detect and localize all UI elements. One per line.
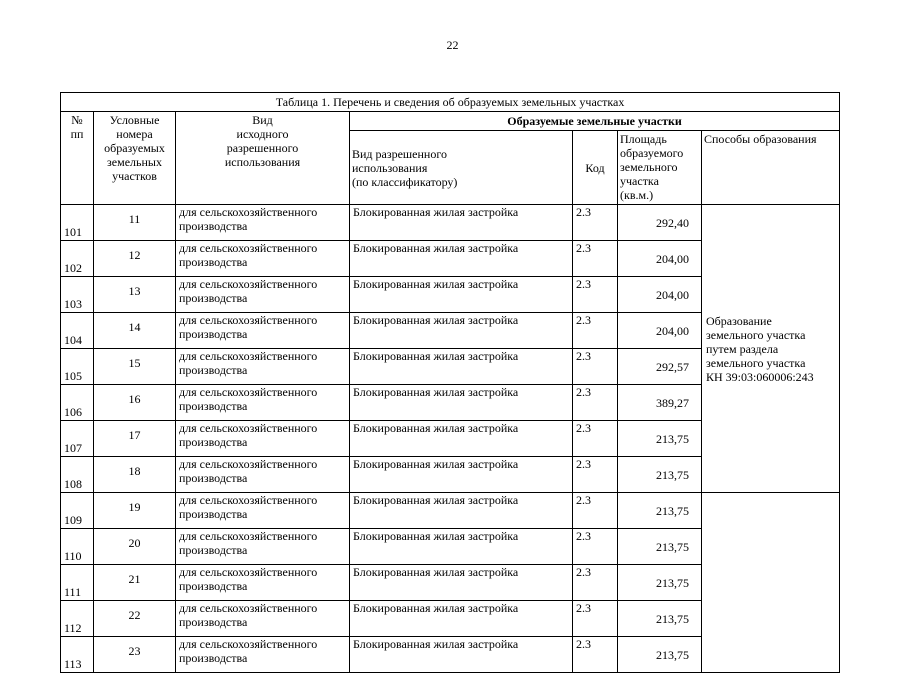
row-number-cell: 101 <box>61 205 94 241</box>
original-use-cell <box>176 205 350 241</box>
conditional-number-cell: 15 <box>94 349 176 385</box>
code-cell: 2.3 <box>573 421 618 457</box>
header-line: образуемого <box>620 146 684 160</box>
permitted-use-cell: Блокированная жилая застройка <box>350 529 573 565</box>
header-line: Вид <box>252 113 273 127</box>
row-number-cell: 102 <box>61 241 94 277</box>
row-number-cell: 103 <box>61 277 94 313</box>
formation-method-line: КН 39:03:060006:243 <box>706 369 814 384</box>
area-cell: 213,75 <box>618 601 702 637</box>
header-line: земельных <box>107 155 162 169</box>
conditional-number-cell: 14 <box>94 313 176 349</box>
header-line: исходного <box>236 127 289 141</box>
permitted-use-cell: Блокированная жилая застройка <box>350 565 573 601</box>
original-use-line: производства <box>179 435 248 449</box>
conditional-number-cell: 12 <box>94 241 176 277</box>
area-cell: 213,75 <box>618 421 702 457</box>
formation-method-line: земельного участка <box>706 327 806 342</box>
permitted-use-cell: Блокированная жилая застройка <box>350 313 573 349</box>
conditional-number-cell: 22 <box>94 601 176 637</box>
header-line: образуемых <box>104 141 165 155</box>
row-number-cell: 108 <box>61 457 94 493</box>
original-use-cell <box>176 493 350 529</box>
original-use-line: для сельскохозяйственного <box>179 493 318 507</box>
header-line: номера <box>116 127 153 141</box>
code-cell: 2.3 <box>573 457 618 493</box>
land-plots-table <box>60 92 840 673</box>
original-use-cell <box>176 313 350 349</box>
conditional-number-cell: 20 <box>94 529 176 565</box>
row-number-cell: 106 <box>61 385 94 421</box>
header-conditional-numbers <box>94 112 176 205</box>
row-number-cell: 113 <box>61 637 94 673</box>
code-cell: 2.3 <box>573 637 618 673</box>
permitted-use-cell: Блокированная жилая застройка <box>350 241 573 277</box>
header-line: земельного <box>620 160 678 174</box>
original-use-line: для сельскохозяйственного <box>179 277 318 291</box>
permitted-use-cell: Блокированная жилая застройка <box>350 493 573 529</box>
conditional-number-cell: 18 <box>94 457 176 493</box>
header-line: использования <box>352 161 428 175</box>
original-use-cell <box>176 277 350 313</box>
page-number: 22 <box>446 38 459 52</box>
original-use-line: производства <box>179 543 248 557</box>
formation-method-line: Образование <box>706 313 772 328</box>
permitted-use-cell: Блокированная жилая застройка <box>350 457 573 493</box>
table-caption: Таблица 1. Перечень и сведения об образуемых земельных участках <box>61 93 840 112</box>
original-use-line: производства <box>179 363 248 377</box>
code-cell: 2.3 <box>573 349 618 385</box>
permitted-use-cell: Блокированная жилая застройка <box>350 421 573 457</box>
row-number-cell: 104 <box>61 313 94 349</box>
area-cell: 213,75 <box>618 457 702 493</box>
header-line: Условные <box>109 113 160 127</box>
conditional-number-cell: 13 <box>94 277 176 313</box>
original-use-line: производства <box>179 615 248 629</box>
area-cell: 204,00 <box>618 313 702 349</box>
original-use-line: для сельскохозяйственного <box>179 601 318 615</box>
original-use-cell <box>176 565 350 601</box>
permitted-use-cell: Блокированная жилая застройка <box>350 205 573 241</box>
original-use-cell <box>176 241 350 277</box>
permitted-use-cell: Блокированная жилая застройка <box>350 277 573 313</box>
original-use-line: производства <box>179 579 248 593</box>
original-use-cell <box>176 601 350 637</box>
original-use-line: для сельскохозяйственного <box>179 421 318 435</box>
original-use-line: для сельскохозяйственного <box>179 313 318 327</box>
code-cell: 2.3 <box>573 565 618 601</box>
formation-method-line: путем раздела <box>706 341 779 356</box>
permitted-use-cell: Блокированная жилая застройка <box>350 349 573 385</box>
code-cell: 2.3 <box>573 241 618 277</box>
code-cell: 2.3 <box>573 205 618 241</box>
original-use-line: для сельскохозяйственного <box>179 565 318 579</box>
header-number-line: № <box>71 113 83 127</box>
original-use-cell <box>176 529 350 565</box>
header-line: участков <box>112 169 157 183</box>
original-use-line: производства <box>179 291 248 305</box>
header-original-use <box>176 112 350 205</box>
original-use-cell <box>176 385 350 421</box>
original-use-cell <box>176 349 350 385</box>
original-use-line: для сельскохозяйственного <box>179 385 318 399</box>
table-row <box>61 205 840 241</box>
header-line: (по классификатору) <box>352 175 458 189</box>
area-cell: 213,75 <box>618 529 702 565</box>
header-area <box>618 131 702 205</box>
code-cell: 2.3 <box>573 385 618 421</box>
original-use-line: производства <box>179 219 248 233</box>
original-use-line: производства <box>179 255 248 269</box>
original-use-cell <box>176 421 350 457</box>
original-use-line: для сельскохозяйственного <box>179 349 318 363</box>
conditional-number-cell: 23 <box>94 637 176 673</box>
code-cell: 2.3 <box>573 313 618 349</box>
conditional-number-cell: 11 <box>94 205 176 241</box>
area-cell: 213,75 <box>618 565 702 601</box>
area-cell: 204,00 <box>618 277 702 313</box>
original-use-cell <box>176 637 350 673</box>
original-use-line: производства <box>179 327 248 341</box>
formation-method-line: земельного участка <box>706 355 806 370</box>
original-use-line: производства <box>179 399 248 413</box>
header-line: использования <box>224 155 301 169</box>
header-number-line: пп <box>70 127 84 141</box>
original-use-cell <box>176 457 350 493</box>
empty-method-cell <box>702 493 840 673</box>
permitted-use-cell: Блокированная жилая застройка <box>350 385 573 421</box>
area-cell: 213,75 <box>618 637 702 673</box>
area-cell: 292,57 <box>618 349 702 385</box>
header-permitted-use <box>350 131 573 205</box>
header-line: участка <box>620 174 659 188</box>
formation-method-cell <box>702 205 840 493</box>
header-line: (кв.м.) <box>620 188 654 202</box>
header-line: Площадь <box>620 132 667 146</box>
permitted-use-cell: Блокированная жилая застройка <box>350 601 573 637</box>
header-line: Вид разрешенного <box>352 147 447 161</box>
area-cell: 213,75 <box>618 493 702 529</box>
code-cell: 2.3 <box>573 529 618 565</box>
header-number <box>61 112 94 205</box>
header-group-title: Образуемые земельные участки <box>350 112 840 131</box>
original-use-line: производства <box>179 471 248 485</box>
original-use-line: для сельскохозяйственного <box>179 241 318 255</box>
conditional-number-cell: 21 <box>94 565 176 601</box>
code-cell: 2.3 <box>573 601 618 637</box>
code-cell: 2.3 <box>573 493 618 529</box>
header-line: разрешенного <box>226 141 299 155</box>
header-code: Код <box>573 131 618 205</box>
original-use-line: для сельскохозяйственного <box>179 205 318 219</box>
conditional-number-cell: 17 <box>94 421 176 457</box>
row-number-cell: 112 <box>61 601 94 637</box>
row-number-cell: 109 <box>61 493 94 529</box>
original-use-line: для сельскохозяйственного <box>179 529 318 543</box>
conditional-number-cell: 16 <box>94 385 176 421</box>
row-number-cell: 107 <box>61 421 94 457</box>
area-cell: 389,27 <box>618 385 702 421</box>
original-use-line: для сельскохозяйственного <box>179 637 318 651</box>
area-cell: 292,40 <box>618 205 702 241</box>
original-use-line: производства <box>179 507 248 521</box>
row-number-cell: 105 <box>61 349 94 385</box>
original-use-line: производства <box>179 651 248 665</box>
original-use-line: для сельскохозяйственного <box>179 457 318 471</box>
conditional-number-cell: 19 <box>94 493 176 529</box>
permitted-use-cell: Блокированная жилая застройка <box>350 637 573 673</box>
code-cell: 2.3 <box>573 277 618 313</box>
header-method: Способы образования <box>702 131 840 205</box>
row-number-cell: 110 <box>61 529 94 565</box>
row-number-cell: 111 <box>61 565 94 601</box>
table-row <box>61 493 840 529</box>
area-cell: 204,00 <box>618 241 702 277</box>
